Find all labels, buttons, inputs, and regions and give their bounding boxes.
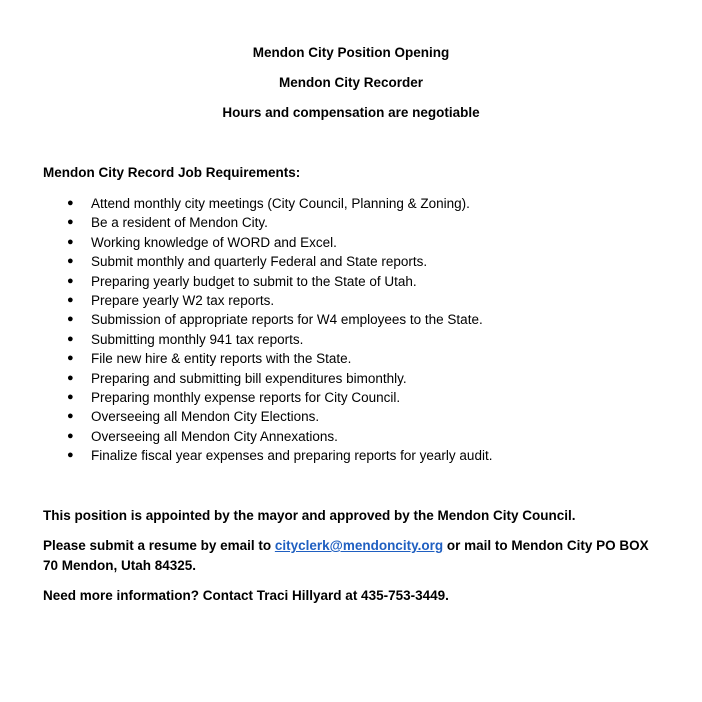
list-item-text: Preparing and submitting bill expenditures bimonthly. (91, 370, 407, 386)
bullet-icon: ● (67, 410, 74, 423)
heading-compensation: Hours and compensation are negotiable (222, 105, 480, 120)
list-item-text: Preparing yearly budget to submit to the State of Utah. (91, 273, 417, 289)
bullet-icon: ● (67, 197, 74, 209)
list-item-text: Submitting monthly 941 tax reports. (91, 331, 304, 347)
requirements-heading: Mendon City Record Job Requirements: (43, 165, 301, 180)
requirements-list (43, 194, 492, 465)
list-item (43, 213, 492, 232)
list-item (43, 233, 492, 252)
bullet-icon: ● (67, 352, 74, 365)
submit-instructions (43, 536, 663, 576)
list-item-text: Submission of appropriate reports for W4 employees to the State. (91, 312, 483, 328)
list-item-text: Preparing monthly expense reports for City Council. (91, 389, 401, 405)
contact-info: Need more information? Contact Traci Hillyard at 435-753-3449. (43, 588, 449, 603)
bullet-icon: ● (67, 255, 74, 268)
list-item-text: Be a resident of Mendon City. (91, 215, 268, 231)
list-item (43, 427, 492, 446)
list-item-text: Working knowledge of WORD and Excel. (91, 234, 337, 250)
list-item-text: Overseeing all Mendon City Annexations. (91, 428, 338, 444)
list-item-text: Prepare yearly W2 tax reports. (91, 292, 275, 308)
bullet-icon: ● (67, 293, 74, 306)
bullet-icon: ● (67, 332, 74, 345)
email-link[interactable]: cityclerk@mendoncity.org (274, 538, 444, 553)
heading-job-title: Mendon City Recorder (278, 75, 424, 90)
submit-prefix-text: Please submit a resume by email to (43, 538, 275, 553)
bullet-icon: ● (67, 216, 74, 229)
list-item (43, 407, 492, 426)
bullet-icon: ● (67, 390, 74, 403)
bullet-icon: ● (67, 313, 74, 326)
bullet-icon: ● (67, 371, 74, 384)
list-item (43, 349, 492, 368)
appointment-statement: This position is appointed by the mayor and approved by the Mendon City Council. (43, 508, 576, 523)
bullet-icon: ● (67, 274, 74, 287)
list-item (43, 291, 492, 310)
bullet-icon: ● (67, 429, 74, 442)
list-item (43, 388, 492, 407)
list-item-text: Overseeing all Mendon City Elections. (91, 409, 320, 425)
bullet-icon: ● (67, 235, 74, 248)
submit-suffix-text: or mail to Mendon City PO BOX 70 Mendon, Utah 84325. (43, 538, 649, 573)
list-item-text: Finalize fiscal year expenses and preparing reports for yearly audit. (91, 448, 493, 464)
list-item (43, 194, 492, 213)
bullet-icon: ● (67, 449, 74, 462)
heading-position-opening: Mendon City Position Opening (252, 45, 450, 60)
list-item (43, 272, 492, 291)
list-item (43, 330, 492, 349)
list-item (43, 310, 492, 329)
list-item-text: Attend monthly city meetings (City Council, Planning & Zoning). (91, 196, 470, 211)
list-item-text: Submit monthly and quarterly Federal and State reports. (91, 254, 428, 270)
list-item (43, 446, 492, 465)
list-item (43, 369, 492, 388)
list-item (43, 252, 492, 271)
list-item-text: File new hire & entity reports with the State. (91, 351, 352, 367)
